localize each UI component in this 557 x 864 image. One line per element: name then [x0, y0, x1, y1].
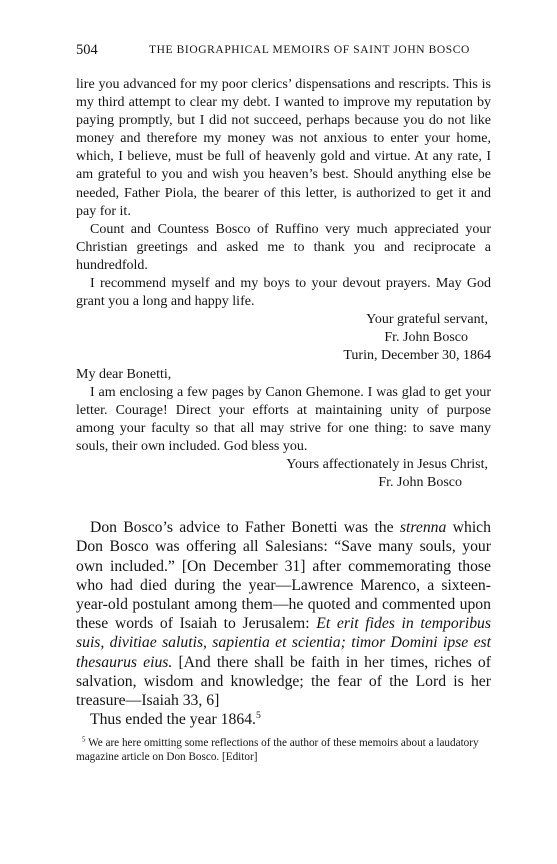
- letter1-signature: Fr. John Bosco: [384, 330, 468, 346]
- letter-to-cardinal: [76, 76, 491, 492]
- letter2-closing: Yours affectionately in Jesus Christ,: [286, 456, 488, 472]
- letter1-paragraph-3: I recommend myself and my boys to your devout prayers. May God grant you a long and happy life.: [76, 276, 491, 310]
- narrative-p2: Thus ended the year 1864.: [90, 711, 256, 729]
- running-head: THE BIOGRAPHICAL MEMOIRS OF SAINT JOHN BOSCO: [149, 44, 470, 56]
- footnote-text: We are here omitting some reflections of the author of these memoirs about a laudatory magazine article on Don Bosco. [Editor]: [76, 737, 479, 763]
- footnote-mark: 5: [82, 735, 86, 744]
- letter1-paragraph-2: Count and Countess Bosco of Ruffino very much appreciated your Christian greetings and asked me to thank you and reciprocate a hundredfold.: [76, 221, 491, 273]
- letter2-body: I am enclosing a few pages by Canon Ghemone. I was glad to get your letter. Courage! Direct your efforts at maintaining unity of purpose among your faculty so that all may strive for one thing: to save many souls, their own included. God bless you.: [76, 384, 491, 454]
- book-page: [76, 42, 491, 776]
- footnote-reference: 5: [255, 709, 261, 721]
- page-header: [76, 42, 491, 62]
- letter1-closing: Your grateful servant,: [366, 312, 488, 328]
- page-number: 504: [76, 42, 98, 58]
- letter2-dateline: Turin, December 30, 1864: [343, 348, 491, 364]
- latin-quote: Et erit fides in temporibus suis, divitiae salutis, sapientia et scientia; timor Domini ipse est thesaurus eius.: [76, 615, 491, 671]
- footnote: [76, 737, 491, 764]
- narrative-p1-c: [And there shall be faith in her times, riches of salvation, wisdom and knowledge; the fear of the Lord is her treasure—Isaiah 33, 6]: [76, 653, 491, 709]
- letter2-salutation: My dear Bonetti,: [76, 366, 172, 382]
- narrative-p1-a: Don Bosco’s advice to Father Bonetti was the: [90, 519, 400, 537]
- narrative-paragraph-2: [76, 710, 491, 729]
- letter1-paragraph-1: lire you advanced for my poor clerics’ dispensations and rescripts. This is my third attempt to clear my debt. I wanted to improve my reputation by paying promptly, but I did not succeed, perhaps because you do not like money and therefore my money was not anxious to enter your home, which, I believe, must be full of heavenly gold and virtue. At any rate, I am grateful to you and wish you heaven’s best. Should anything else be needed, Father Piola, the bearer of this letter, is authorized to get it and pay for it.: [76, 77, 491, 219]
- narrative-paragraph-1: [76, 518, 491, 710]
- narrative-p1-b: which Don Bosco was offering all Salesians: “Save many souls, your own included.” [On December 31] after commemorating those who had died during the year—Lawrence Marenco, a sixteen-year-old postulant among them—he quoted and commented upon these words of Isaiah to Jerusalem:: [76, 519, 491, 633]
- narrative-text: [76, 518, 491, 729]
- strenna-term: strenna: [399, 519, 447, 537]
- letter2-signature: Fr. John Bosco: [378, 475, 462, 491]
